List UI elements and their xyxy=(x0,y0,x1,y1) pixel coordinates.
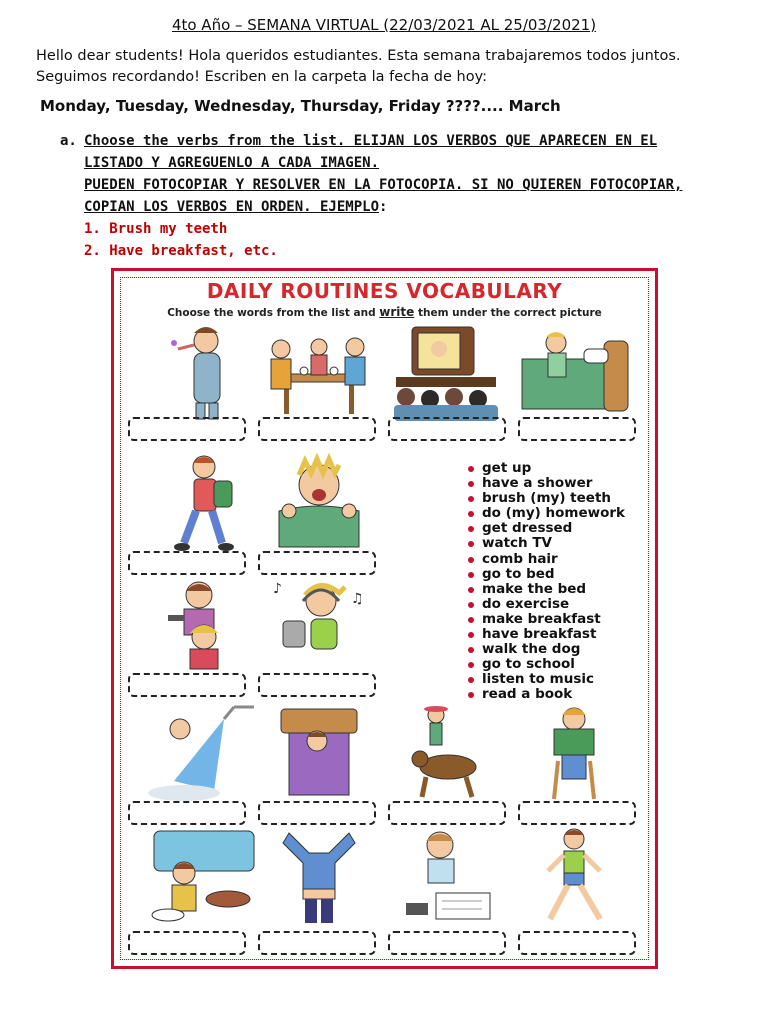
subtitle-part-1: Choose the words from the list and xyxy=(167,307,380,319)
days-line: Monday, Tuesday, Wednesday, Thursday, Friday ????.... March xyxy=(40,97,561,115)
page-header: 4to Año – SEMANA VIRTUAL (22/03/2021 AL 25/03/2021) xyxy=(171,16,597,34)
picture-listening-to-music xyxy=(259,573,379,678)
answer-box-2[interactable] xyxy=(258,417,376,441)
picture-getting-dressed xyxy=(259,823,379,928)
answer-box-1[interactable] xyxy=(128,417,246,441)
verb-item: do exercise xyxy=(464,597,625,612)
answer-box-4[interactable] xyxy=(518,417,636,441)
verb-item: do (my) homework xyxy=(464,506,625,521)
svg-text:♪: ♪ xyxy=(273,581,282,597)
task-letter: a. xyxy=(60,133,77,149)
worksheet xyxy=(111,268,658,969)
verb-item: get up xyxy=(464,461,625,476)
picture-going-to-school xyxy=(144,451,264,556)
picture-watching-tv xyxy=(386,319,506,424)
task-colon: : xyxy=(379,199,388,215)
verb-item: go to school xyxy=(464,657,625,672)
worksheet-subtitle xyxy=(114,305,655,319)
verb-list xyxy=(464,461,625,703)
answer-box-3[interactable] xyxy=(388,417,506,441)
task-a xyxy=(60,130,720,262)
answer-box-15[interactable] xyxy=(388,931,506,955)
answer-box-14[interactable] xyxy=(258,931,376,955)
picture-making-breakfast xyxy=(144,823,264,928)
answer-box-7[interactable] xyxy=(128,673,246,697)
intro-paragraph: Hello dear students! Hola queridos estudiantes. Esta semana trabajaremos todos juntos. Seguimos recordando! Escriben en la carpeta la fecha de hoy: xyxy=(36,48,681,85)
picture-doing-exercise xyxy=(514,823,634,928)
example-2: 2. Have breakfast, etc. xyxy=(84,243,278,259)
picture-walking-dog xyxy=(386,701,506,806)
subtitle-part-2: them under the correct picture xyxy=(414,307,602,319)
verb-item: comb hair xyxy=(464,552,625,567)
verb-item: get dressed xyxy=(464,521,625,536)
verb-item: listen to music xyxy=(464,672,625,687)
answer-box-9[interactable] xyxy=(128,801,246,825)
task-instruction-1: Choose the verbs from the list. ELIJAN LOS VERBOS QUE APARECEN EN EL LISTADO Y AGREGUENLO A CADA IMAGEN. xyxy=(84,133,658,171)
task-instruction-2: PUEDEN FOTOCOPIAR Y RESOLVER EN LA FOTOCOPIA. SI NO QUIEREN FOTOCOPIAR, COPIAN LOS VERBOS EN ORDEN. EJEMPLO xyxy=(84,177,683,215)
picture-combing-hair xyxy=(144,573,264,678)
answer-box-11[interactable] xyxy=(388,801,506,825)
picture-going-to-bed xyxy=(259,701,379,806)
picture-doing-homework xyxy=(386,823,506,928)
picture-waking-up xyxy=(259,451,379,556)
answer-box-16[interactable] xyxy=(518,931,636,955)
worksheet-title: DAILY ROUTINES VOCABULARY xyxy=(206,279,563,303)
picture-taking-shower xyxy=(144,701,264,806)
verb-item: make the bed xyxy=(464,582,625,597)
answer-box-6[interactable] xyxy=(258,551,376,575)
picture-family-breakfast xyxy=(259,319,379,424)
task-body xyxy=(84,130,720,262)
answer-box-10[interactable] xyxy=(258,801,376,825)
answer-box-12[interactable] xyxy=(518,801,636,825)
answer-box-5[interactable] xyxy=(128,551,246,575)
picture-making-bed xyxy=(514,319,634,424)
verb-item: go to bed xyxy=(464,567,625,582)
answer-box-13[interactable] xyxy=(128,931,246,955)
subtitle-emphasis: write xyxy=(379,305,415,319)
verb-item: walk the dog xyxy=(464,642,625,657)
verb-item: have a shower xyxy=(464,476,625,491)
picture-reading-book xyxy=(514,701,634,806)
example-1: 1. Brush my teeth xyxy=(84,221,228,237)
verb-item: brush (my) teeth xyxy=(464,491,625,506)
picture-brushing-teeth xyxy=(144,319,264,424)
verb-item: have breakfast xyxy=(464,627,625,642)
verb-item: watch TV xyxy=(464,536,625,551)
verb-item: read a book xyxy=(464,687,625,702)
verb-item: make breakfast xyxy=(464,612,625,627)
svg-text:♫: ♫ xyxy=(351,591,364,607)
answer-box-8[interactable] xyxy=(258,673,376,697)
